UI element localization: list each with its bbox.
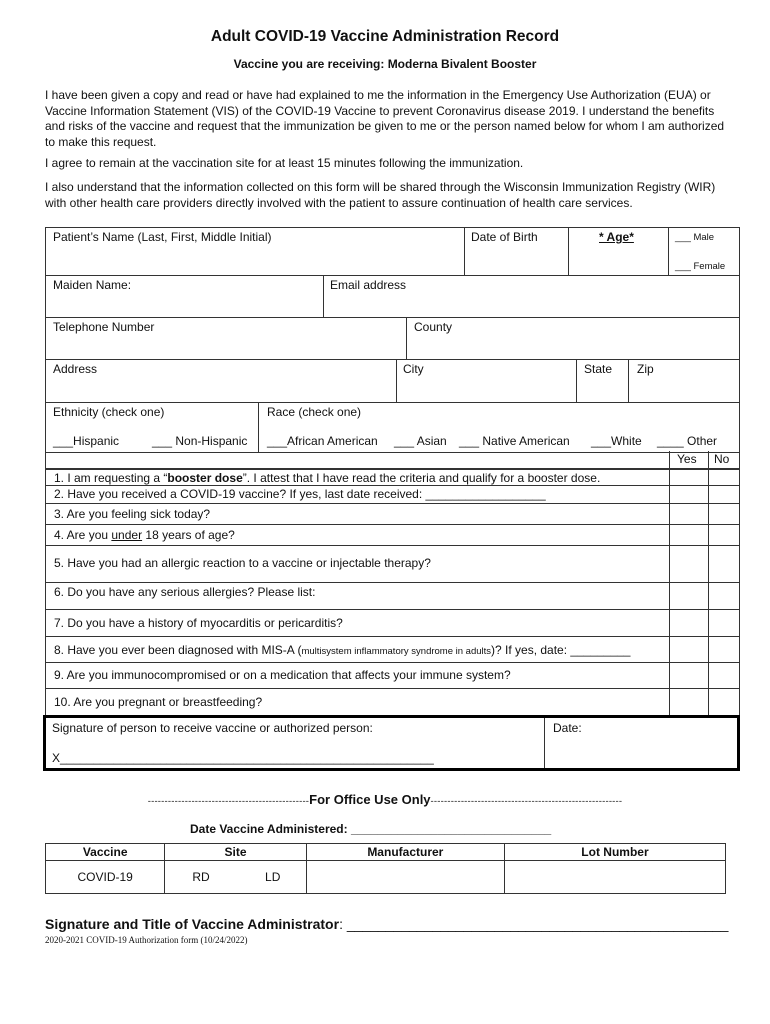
- question-1-no[interactable]: [708, 469, 740, 486]
- question-1-text: 1. I am requesting a “booster dose”. I attest that I have read the criteria and qualify for a booster dose.: [54, 471, 601, 485]
- address-field[interactable]: [45, 359, 397, 403]
- signature-field[interactable]: [46, 718, 546, 768]
- maiden-name-field[interactable]: [45, 275, 324, 318]
- question-row: [45, 583, 740, 610]
- female-option[interactable]: ___ Female: [675, 261, 726, 272]
- signature-label: Signature of person to receive vaccine or authorized person:: [52, 721, 373, 735]
- question-4-no[interactable]: [708, 524, 740, 545]
- ethnicity-hispanic-option[interactable]: ___Hispanic: [53, 434, 120, 448]
- question-8-no[interactable]: [708, 636, 740, 662]
- question-10-text: 10. Are you pregnant or breastfeeding?: [54, 695, 263, 709]
- question-row: [45, 486, 740, 504]
- age-field[interactable]: [568, 227, 669, 276]
- form-footer: 2020-2021 COVID-19 Authorization form (10/24/2022): [45, 935, 248, 945]
- question-7-text: 7. Do you have a history of myocarditis or pericarditis?: [54, 616, 343, 630]
- county-field[interactable]: [406, 317, 740, 360]
- patient-name-label: Patient’s Name (Last, First, Middle Initial): [53, 230, 272, 244]
- question-2-no[interactable]: [708, 485, 740, 503]
- site-ld-option[interactable]: LD: [265, 870, 281, 884]
- signature-date-field[interactable]: [544, 718, 738, 768]
- office-heading-dashes-right: ---------------------------------------------------------: [430, 796, 623, 807]
- race-asian-option[interactable]: ___ Asian: [394, 434, 447, 448]
- question-row: [45, 610, 740, 637]
- consent-paragraph: I have been given a copy and read or have had explained to me the information in the Emergency Use Authorization (EUA) or Vaccine Information Statement (VIS) of the COVID-19 Vaccine to prevent Coronavirus disease 2019. I understand the benefits and risks of the vaccine and request that the immunization be given to me or the person named below for whom I am authorized to make this request.: [45, 88, 725, 149]
- question-7-no[interactable]: [708, 609, 740, 636]
- telephone-label: Telephone Number: [53, 320, 155, 334]
- vaccine-subtitle: Vaccine you are receiving: Moderna Bivalent Booster: [233, 57, 537, 71]
- telephone-field[interactable]: [45, 317, 407, 360]
- question-9-text: 9. Are you immunocompromised or on a medication that affects your immune system?: [54, 668, 511, 682]
- question-6-text: 6. Do you have any serious allergies? Please list:: [54, 585, 316, 599]
- col-site: Site: [165, 844, 306, 861]
- col-lot-number: Lot Number: [504, 844, 725, 861]
- question-8-text: 8. Have you ever been diagnosed with MIS-A (multisystem inflammatory syndrome in adults)? If yes, date: _________: [54, 643, 631, 657]
- male-option[interactable]: ___ Male: [675, 232, 715, 243]
- office-use-table: [45, 843, 726, 894]
- question-row: [45, 637, 740, 663]
- signature-line: X________________________________________________________: [52, 751, 434, 765]
- question-4-text: 4. Are you under 18 years of age?: [54, 528, 235, 542]
- question-row: [45, 469, 740, 486]
- city-field[interactable]: [396, 359, 577, 403]
- race-african-american-option[interactable]: ___African American: [267, 434, 378, 448]
- question-row: [45, 663, 740, 689]
- race-other-option[interactable]: ____ Other: [657, 434, 718, 448]
- dob-label: Date of Birth: [471, 230, 538, 244]
- question-row: [45, 504, 740, 525]
- manufacturer-field[interactable]: [306, 861, 504, 894]
- no-column-label: No: [714, 452, 730, 466]
- question-10-no[interactable]: [708, 688, 740, 715]
- zip-field[interactable]: [628, 359, 740, 403]
- email-label: Email address: [330, 278, 407, 292]
- office-heading-text: For Office Use Only: [309, 792, 431, 807]
- site-cell: [165, 861, 306, 894]
- administrator-signature[interactable]: Signature and Title of Vaccine Administrator: _________________________________________________: [45, 916, 729, 932]
- ethnicity-label: Ethnicity (check one): [53, 405, 165, 419]
- office-heading-dashes-left: ------------------------------------------------: [147, 796, 310, 807]
- county-label: County: [414, 320, 453, 334]
- race-field: [258, 402, 740, 453]
- question-8-yes[interactable]: [669, 636, 709, 662]
- question-3-no[interactable]: [708, 503, 740, 524]
- administrator-signature-label: Signature and Title of Vaccine Administrator: [45, 916, 340, 932]
- zip-label: Zip: [637, 362, 654, 376]
- col-manufacturer: Manufacturer: [306, 844, 504, 861]
- signature-date-label: Date:: [553, 721, 582, 735]
- date-administered[interactable]: Date Vaccine Administered: ______________________________: [190, 822, 552, 836]
- question-5-no[interactable]: [708, 545, 740, 582]
- question-5-text: 5. Have you had an allergic reaction to a vaccine or injectable therapy?: [54, 556, 431, 570]
- question-3-yes[interactable]: [669, 503, 709, 524]
- question-3-text: 3. Are you feeling sick today?: [54, 507, 211, 521]
- question-row: [45, 546, 740, 583]
- question-6-yes[interactable]: [669, 582, 709, 609]
- question-7-yes[interactable]: [669, 609, 709, 636]
- wait-paragraph: I agree to remain at the vaccination site for at least 15 minutes following the immunization.: [45, 156, 524, 170]
- question-row: [45, 689, 740, 716]
- yes-column-label: Yes: [677, 452, 697, 466]
- patient-name-field[interactable]: [45, 227, 465, 276]
- ethnicity-non-hispanic-option[interactable]: ___ Non-Hispanic: [152, 434, 248, 448]
- col-vaccine: Vaccine: [46, 844, 165, 861]
- maiden-name-label: Maiden Name:: [53, 278, 132, 292]
- question-6-no[interactable]: [708, 582, 740, 609]
- lot-number-field[interactable]: [504, 861, 725, 894]
- age-label: * Age*: [599, 230, 634, 244]
- sex-field: [668, 227, 740, 276]
- question-row: [45, 525, 740, 546]
- question-2-text: 2. Have you received a COVID-19 vaccine? If yes, last date received: __________________: [54, 487, 546, 501]
- office-use-heading: [0, 791, 770, 809]
- address-label: Address: [53, 362, 98, 376]
- race-label: Race (check one): [267, 405, 362, 419]
- yes-no-header-row: [45, 452, 740, 469]
- site-rd-option[interactable]: RD: [192, 870, 210, 884]
- state-field[interactable]: [576, 359, 629, 403]
- city-label: City: [403, 362, 424, 376]
- registry-paragraph: I also understand that the information collected on this form will be shared through the Wisconsin Immunization Registry (WIR) with other health care providers directly involved with the patient to assure continuation of health care services.: [45, 180, 716, 210]
- question-1-yes[interactable]: [669, 469, 709, 486]
- race-white-option[interactable]: ___White: [591, 434, 642, 448]
- question-4-yes[interactable]: [669, 524, 709, 545]
- form-title: Adult COVID-19 Vaccine Administration Record: [210, 28, 560, 45]
- state-label: State: [584, 362, 613, 376]
- question-9-yes[interactable]: [669, 662, 709, 688]
- question-9-no[interactable]: [708, 662, 740, 688]
- question-5-yes[interactable]: [669, 545, 709, 582]
- race-native-american-option[interactable]: ___ Native American: [459, 434, 570, 448]
- question-10-yes[interactable]: [669, 688, 709, 715]
- email-field[interactable]: [323, 275, 740, 318]
- ethnicity-field: [45, 402, 259, 453]
- vaccine-value: COVID-19: [46, 861, 165, 894]
- administrator-signature-line: _________________________________________________: [346, 916, 729, 932]
- dob-field[interactable]: [464, 227, 569, 276]
- question-2-yes[interactable]: [669, 485, 709, 503]
- signature-box: [43, 715, 740, 771]
